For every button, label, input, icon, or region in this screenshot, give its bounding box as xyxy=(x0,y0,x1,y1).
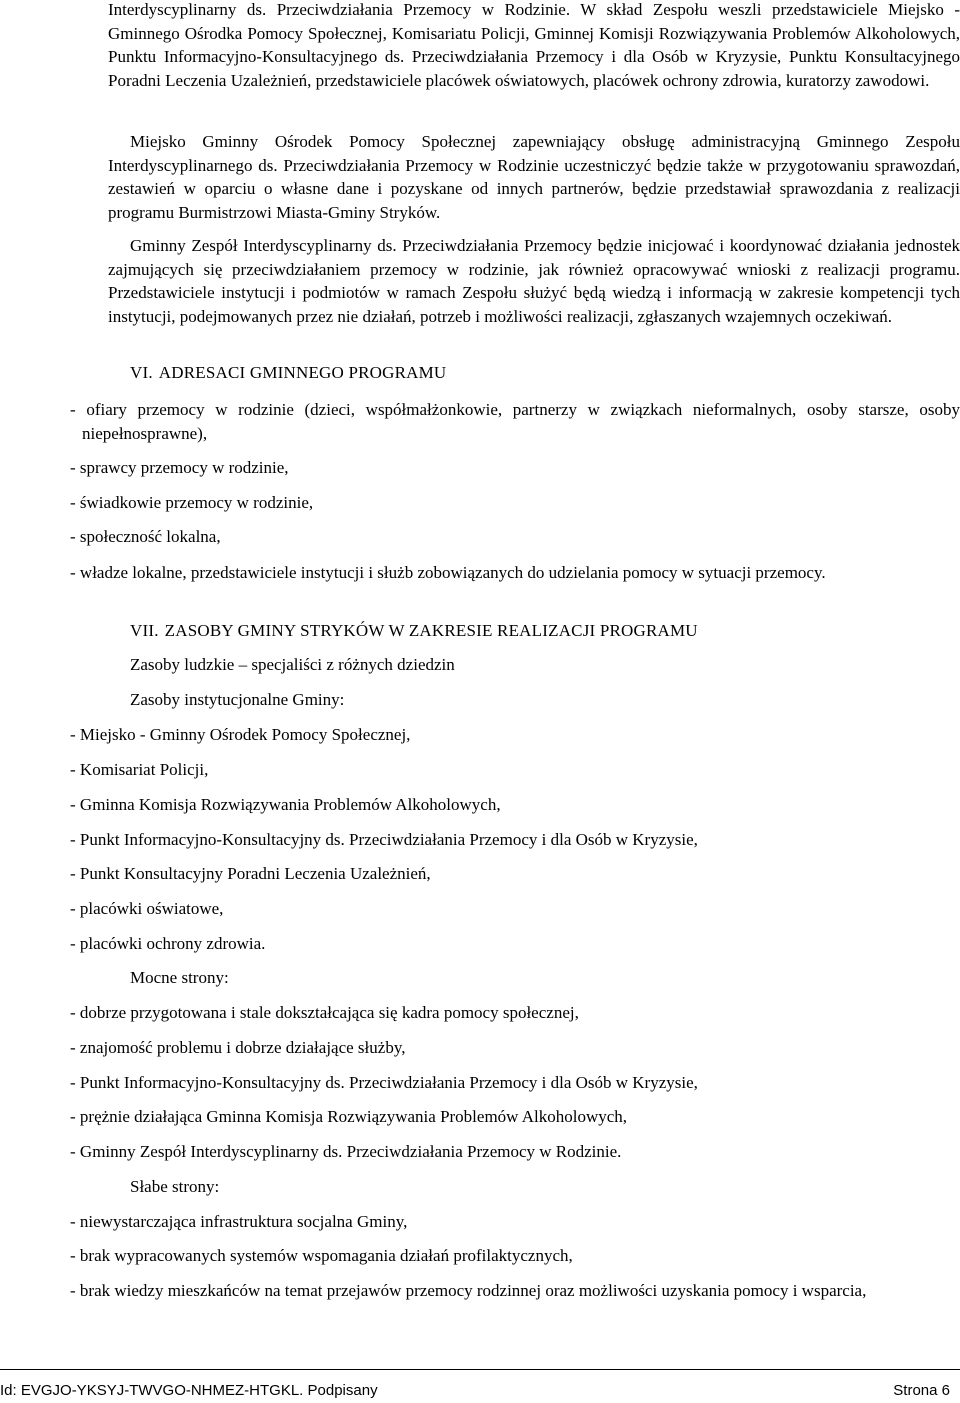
addressee-item: - świadkowie przemocy w rodzinie, xyxy=(70,493,314,512)
weakness-item: - brak wypracowanych systemów wspomagania działań profilaktycznych, xyxy=(70,1246,573,1265)
document-id-footer: Id: EVGJO-YKSYJ-TWVGO-NHMEZ-HTGKL. Podpisany xyxy=(0,1382,378,1399)
section-6-title: ADRESACI GMINNEGO PROGRAMU xyxy=(158,363,447,382)
section-6-heading xyxy=(130,361,446,385)
strength-item: - Gminny Zespół Interdyscyplinarny ds. Przeciwdziałania Przemocy w Rodzinie. xyxy=(70,1142,622,1161)
paragraph-zespol-members: Interdyscyplinarny ds. Przeciwdziałania Przemocy w Rodzinie. W skład Zespołu weszli przedstawiciele Miejsko - Gminnego Ośrodka Pomocy Społecznej, Komisariatu Policji, Gminnej Komisji Rozwiązywania Problemów Alkoholowych, Punktu Informacyjno-Konsultacyjnego ds. Przeciwdziałania Przemocy i dla Osób w Kryzysie, Punktu Konsultacyjnego Poradni Leczenia Uzależnień, przedstawiciele placówek oświatowych, placówek ochrony zdrowia, kuratorzy zawodowi. xyxy=(108,0,960,90)
weakness-item: - niewystarczająca infrastruktura socjalna Gminy, xyxy=(70,1212,408,1231)
human-resources-heading: Zasoby ludzkie – specjaliści z różnych dziedzin xyxy=(130,655,455,674)
institution-item: - Gminna Komisja Rozwiązywania Problemów Alkoholowych, xyxy=(70,795,501,814)
institution-item: - Komisariat Policji, xyxy=(70,760,209,779)
strength-item: - prężnie działająca Gminna Komisja Rozwiązywania Problemów Alkoholowych, xyxy=(70,1107,628,1126)
weaknesses-label: Słabe strony: xyxy=(130,1177,220,1196)
addressee-item: - społeczność lokalna, xyxy=(70,527,221,546)
institution-item: - Punkt Konsultacyjny Poradni Leczenia Uzależnień, xyxy=(70,864,431,883)
footer-divider xyxy=(0,1369,960,1370)
paragraph-mgops-support: Miejsko Gminny Ośrodek Pomocy Społecznej zapewniający obsługę administracyjną Gminnego Zespołu Interdyscyplinarnego ds. Przeciwdziałania Przemocy w Rodzinie uczestniczyć będzie także w przygotowaniu sprawozdań, zestawień w oparciu o własne dane i pozyskane od innych partnerów, będzie przedstawiał sprawozdania z realizacji programu Burmistrzowi Miasta-Gminy Stryków. xyxy=(108,132,960,222)
weakness-item: - brak wiedzy mieszkańców na temat przejawów przemocy rodzinnej oraz możliwości uzyskania pomocy i wsparcia, xyxy=(70,1281,867,1300)
section-7-heading xyxy=(130,619,698,643)
addressee-item: - sprawcy przemocy w rodzinie, xyxy=(70,458,289,477)
paragraph-zespol-coordination: Gminny Zespół Interdyscyplinarny ds. Przeciwdziałania Przemocy będzie inicjować i koordynować działania jednostek zajmujących się przeciwdziałaniem przemocy w rodzinie, jak również opracowywać wnioski z realizacji programu. Przedstawiciele instytucji i podmiotów w ramach Zespołu służyć będą wiedzą i informacją w zakresie kompetencji tych instytucji, podejmowanych przez nie działań, potrzeb i możliwości realizacji, zgłaszanych wzajemnych oczekiwań. xyxy=(108,236,960,326)
strength-item: - znajomość problemu i dobrze działające służby, xyxy=(70,1038,406,1057)
institution-item: - placówki oświatowe, xyxy=(70,899,224,918)
section-7-number: VII. xyxy=(130,621,159,640)
section-7-title: ZASOBY GMINY STRYKÓW W ZAKRESIE REALIZACJI PROGRAMU xyxy=(164,621,698,640)
institution-item: - placówki ochrony zdrowia. xyxy=(70,934,266,953)
strength-item: - Punkt Informacyjno-Konsultacyjny ds. Przeciwdziałania Przemocy i dla Osób w Kryzysie, xyxy=(70,1073,698,1092)
page-number: Strona 6 xyxy=(893,1382,950,1399)
addressee-item: - ofiary przemocy w rodzinie (dzieci, współmałżonkowie, partnerzy w związkach nieformalnych, osoby starsze, osoby niepełnosprawne), xyxy=(70,400,960,443)
section-6-number: VI. xyxy=(130,363,153,382)
institution-item: - Punkt Informacyjno-Konsultacyjny ds. Przeciwdziałania Przemocy i dla Osób w Kryzysie, xyxy=(70,830,698,849)
strengths-label: Mocne strony: xyxy=(130,968,229,987)
institution-item: - Miejsko - Gminny Ośrodek Pomocy Społecznej, xyxy=(70,725,411,744)
institutional-resources-label: Zasoby instytucjonalne Gminy: xyxy=(130,690,345,709)
strength-item: - dobrze przygotowana i stale dokształcająca się kadra pomocy społecznej, xyxy=(70,1003,579,1022)
addressee-item: - władze lokalne, przedstawiciele instytucji i służb zobowiązanych do udzielania pomocy w sytuacji przemocy. xyxy=(70,563,826,582)
